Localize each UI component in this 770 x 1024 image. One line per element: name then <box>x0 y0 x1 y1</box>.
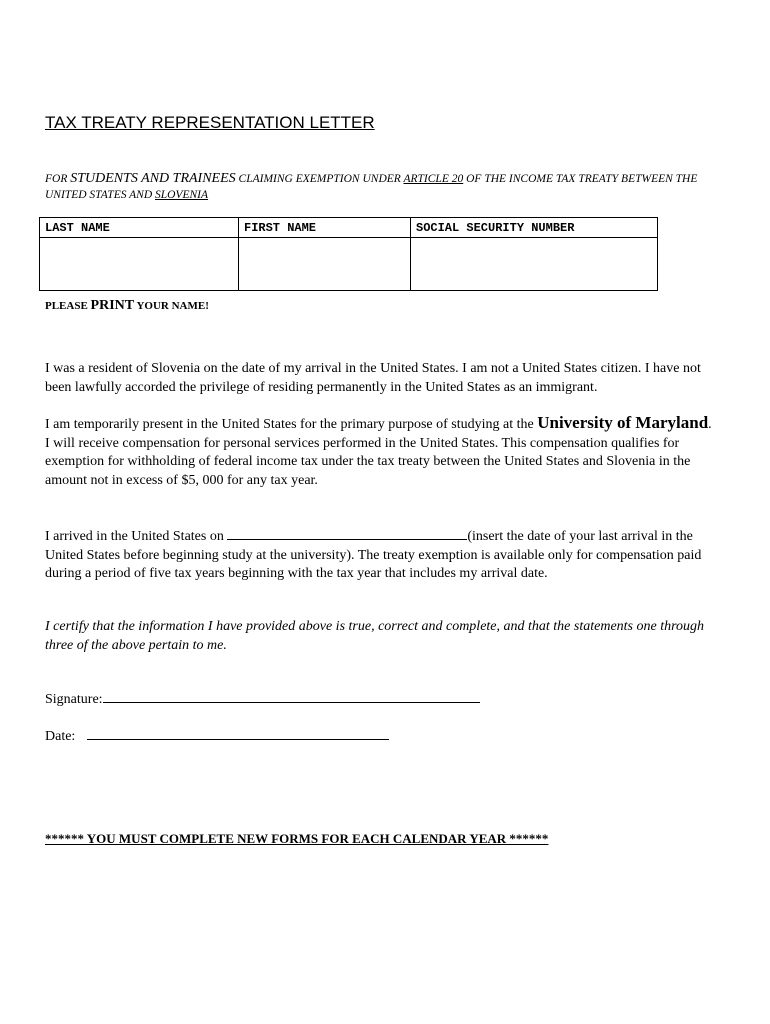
print-note-emphasis: PRINT <box>90 298 135 313</box>
name-table <box>39 217 658 291</box>
university-name: University of Maryland <box>537 413 709 432</box>
residency-statement: I was a resident of Slovenia on the date of my arrival in the United States. I am not a United States citizen. I have not been lawfully accorded the privilege of residing permanently in the United States as an immigrant. <box>45 361 701 395</box>
document-title: TAX TREATY REPRESENTATION LETTER <box>45 113 375 132</box>
ssn-field[interactable] <box>411 238 658 291</box>
date-label: Date: <box>45 729 76 744</box>
subtitle-country: SLOVENIA <box>155 189 209 201</box>
last-name-header: LAST NAME <box>40 218 239 238</box>
date-field[interactable] <box>87 727 389 740</box>
first-name-field[interactable] <box>239 238 411 291</box>
arrival-pre: I arrived in the United States on <box>45 529 228 544</box>
date-row <box>45 727 389 745</box>
annual-form-reminder: ****** YOU MUST COMPLETE NEW FORMS FOR EACH CALENDAR YEAR ****** <box>45 831 549 846</box>
signature-row <box>45 690 480 708</box>
subtitle-emphasis: STUDENTS AND TRAINEES <box>70 171 236 186</box>
arrival-statement <box>45 527 715 584</box>
arrival-post: (insert the date of your last arrival in the United States before beginning study at the university). The treaty exemption is available only for compensation paid during a period of five tax years beginning with the tax year that includes my arrival date. <box>45 529 702 581</box>
presence-post: . I will receive compensation for personal services performed in the United States. This compensation qualifies for exemption for withholding of federal income tax under the tax treaty between the United States and Slovenia in the amount not in excess of $5, 000 for any tax year. <box>45 417 712 488</box>
first-name-header: FIRST NAME <box>239 218 411 238</box>
name-table-entry-row <box>40 238 658 291</box>
subtitle-article: ARTICLE 20 <box>403 173 464 185</box>
presence-statement <box>45 414 715 490</box>
ssn-header: SOCIAL SECURITY NUMBER <box>411 218 658 238</box>
last-name-field[interactable] <box>40 238 239 291</box>
certification-statement: I certify that the information I have provided above is true, correct and complete, and that the statements one through three of the above pertain to me. <box>45 619 705 653</box>
print-note-post: YOUR NAME! <box>134 300 209 312</box>
print-note-pre: PLEASE <box>45 300 91 312</box>
presence-pre: I am temporarily present in the United States for the primary purpose of studying at the <box>45 417 538 432</box>
subtitle-prefix: FOR <box>45 173 71 185</box>
signature-field[interactable] <box>103 690 480 703</box>
arrival-date-field[interactable] <box>227 527 467 540</box>
print-name-note <box>45 298 209 314</box>
document-subtitle <box>45 171 735 203</box>
subtitle-mid: CLAIMING EXEMPTION UNDER <box>235 173 404 185</box>
signature-label: Signature: <box>45 692 103 707</box>
subtitle-mid2: OF THE INCOME TAX TREATY BETWEEN THE UNITED STATES AND <box>45 173 698 201</box>
name-table-header-row <box>40 218 658 238</box>
